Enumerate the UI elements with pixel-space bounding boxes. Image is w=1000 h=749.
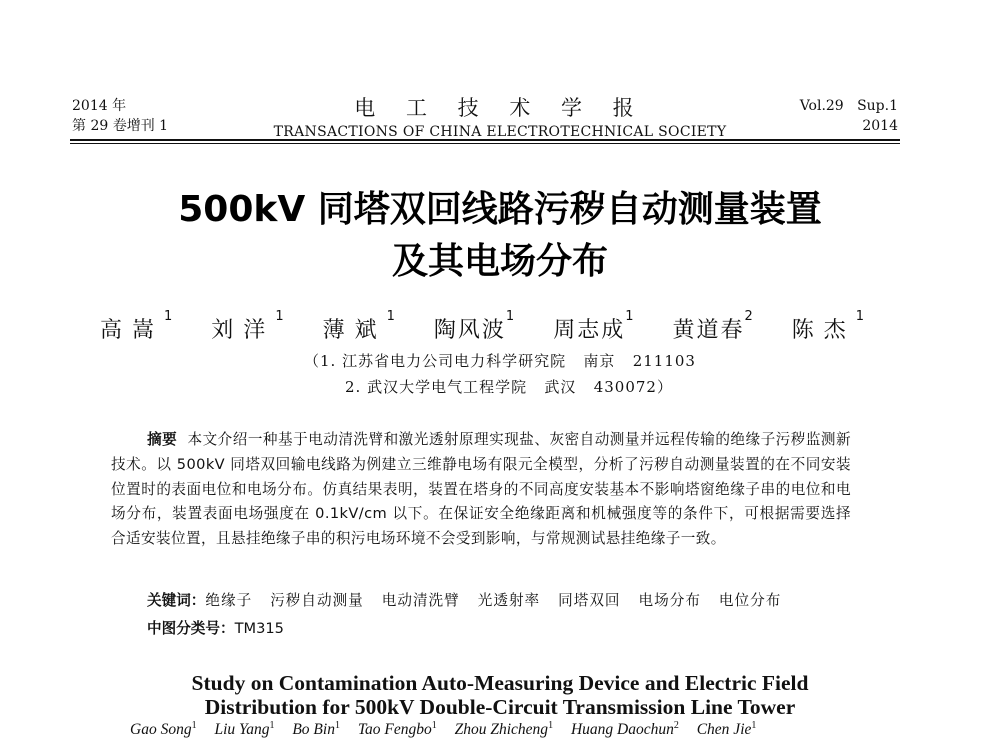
author-cn: 周志成$^1$	[553, 309, 634, 343]
keyword: 电动清洗臂	[381, 592, 460, 609]
author-cn: 薄斌$^1$	[322, 309, 395, 343]
author-cn: 陈杰$^1$	[791, 309, 865, 343]
keyword: 同塔双回	[558, 592, 621, 609]
author-en: Zhou Zhicheng$^1$	[454, 720, 554, 739]
author-en: Tao Fengbo$^1$	[357, 720, 437, 739]
title-en-line1: Study on Contamination Auto-Measuring Device and Electric Field	[191, 671, 809, 695]
header-issue: 第 29 卷增刊 1	[72, 118, 169, 134]
abstract	[111, 428, 851, 552]
keyword: 电位分布	[718, 592, 782, 609]
author-cn: 黄道春$^2$	[672, 309, 753, 343]
affiliation-2: 2. 武汉大学电气工程学院 武汉 430072）	[345, 378, 673, 396]
classification-value: TM315	[234, 620, 284, 637]
keyword: 光透射率	[477, 592, 541, 609]
author-en: Huang Daochun$^2$	[570, 720, 679, 739]
keyword: 电场分布	[638, 592, 701, 609]
abstract-label: 摘要	[147, 431, 178, 448]
classification	[147, 617, 284, 638]
author-en: Chen Jie$^1$	[696, 720, 757, 739]
header-volume: Vol.29 Sup.1	[799, 98, 898, 114]
authors-cn	[100, 309, 865, 344]
keywords-label: 关键词：	[147, 592, 206, 609]
header-right	[800, 96, 898, 136]
classification-label: 中图分类号：	[147, 620, 235, 637]
header-year: 2014 年	[72, 98, 127, 114]
journal-name-cn: 电 工 技 术 学 报	[354, 96, 646, 120]
header-rule-thin	[70, 143, 900, 144]
title-cn-line2: 及其电场分布	[391, 241, 608, 282]
keyword: 绝缘子	[205, 592, 253, 609]
header-year-en: 2014	[862, 118, 898, 134]
author-en: Liu Yang$^1$	[214, 720, 275, 739]
title-cn-line1: 500kV 同塔双回线路污秽自动测量装置	[178, 189, 822, 230]
authors-en	[130, 720, 756, 739]
author-cn: 高嵩$^1$	[100, 309, 173, 343]
header-rule-thick	[70, 139, 900, 141]
author-cn: 陶风波$^1$	[433, 309, 515, 343]
journal-name-en: TRANSACTIONS OF CHINA ELECTROTECHNICAL SOCIETY	[273, 124, 727, 140]
abstract-text: 本文介绍一种基于电动清洗臂和激光透射原理实现盐、灰密自动测量并远程传输的绝缘子污秽监测新技术。以 500kV 同塔双回输电线路为例建立三维静电场有限元全模型，分析了污秽自动测量装置的在不同安装位置时的表面电位和电场分布。仿真结果表明，装置在塔身的不同高度安装基本不影响塔窗绝缘子串的电位和电场分布，装置表面电场强度在 0.1kV/cm 以下。在保证安全绝缘距离和机械强度等的条件下，可根据需要选择合适安装位置，且悬挂绝缘子串的积污电场环境不会受到影响，与常规测试悬挂绝缘子一致。	[111, 431, 851, 548]
affiliation-1: （1. 江苏省电力公司电力科学研究院 南京 211103	[304, 352, 696, 370]
title-en-line2: Distribution for 500kV Double-Circuit Transmission Line Tower	[204, 695, 796, 719]
keyword: 污秽自动测量	[270, 592, 364, 609]
author-en: Bo Bin$^1$	[292, 720, 340, 739]
keywords	[147, 589, 781, 610]
author-cn: 刘洋$^1$	[211, 309, 284, 343]
author-en: Gao Song$^1$	[130, 720, 197, 739]
